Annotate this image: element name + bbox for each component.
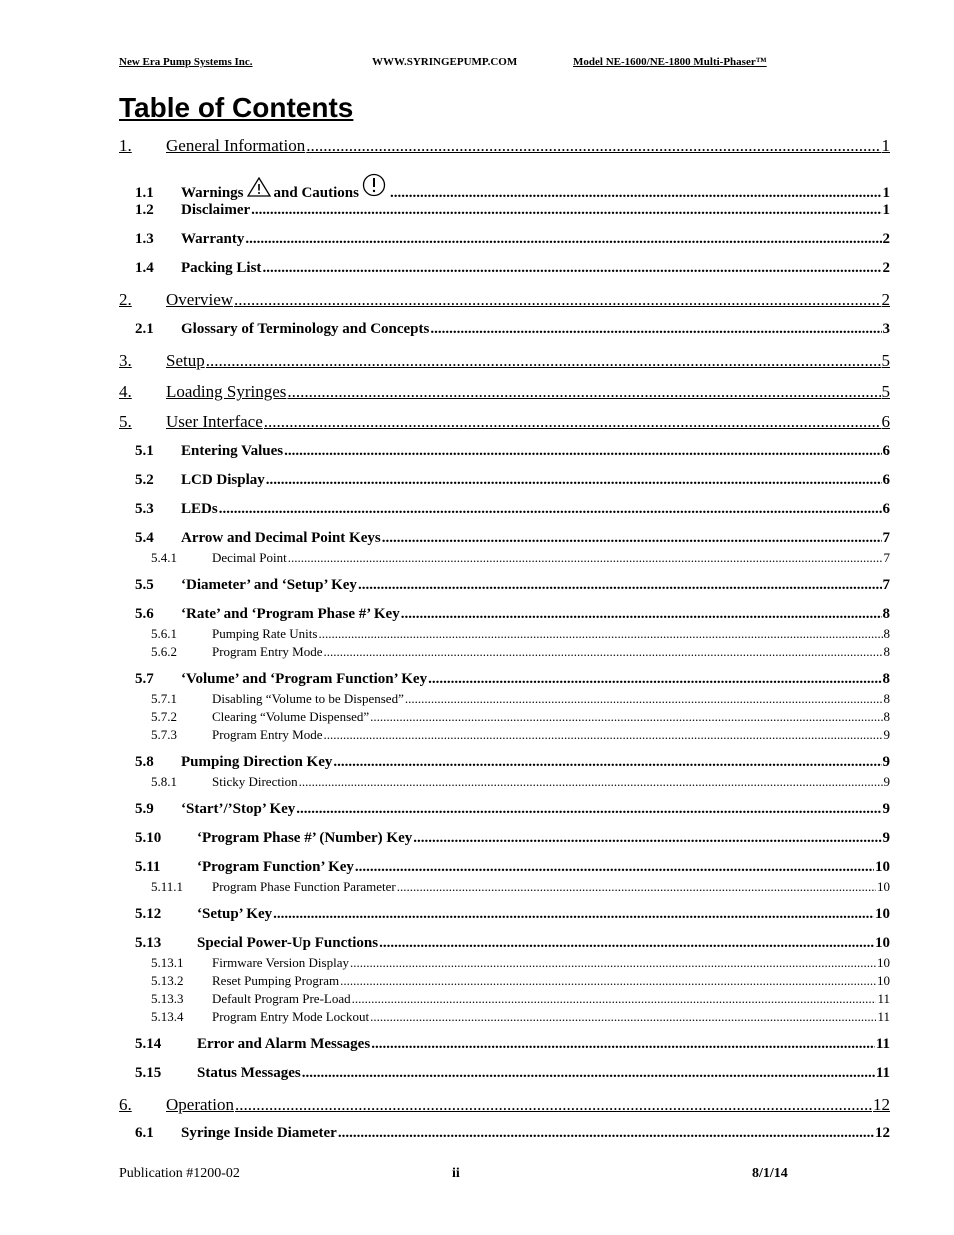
toc-dot-leader (370, 709, 882, 725)
toc-entry-number: 1.1 (135, 185, 154, 201)
toc-entry-number: 1.3 (135, 231, 154, 247)
toc-entry-number: 5.4.1 (151, 550, 177, 565)
toc-entry-page: 8 (883, 644, 890, 659)
toc-dot-leader (333, 754, 881, 771)
toc-entry-number: 5.1 (135, 443, 154, 459)
toc-dot-leader (302, 1065, 875, 1082)
toc-entry-page: 3 (882, 321, 890, 337)
toc-entry-5-7[interactable] (135, 671, 890, 688)
toc-entry-title: Loading Syringes (166, 382, 287, 401)
toc-entry-5-15[interactable] (135, 1065, 890, 1082)
toc-entry-title: ‘Setup’ Key (197, 906, 273, 922)
toc-dot-leader (397, 879, 876, 895)
toc-dot-leader (413, 830, 881, 847)
toc-entry-5-13-4[interactable] (151, 1009, 890, 1025)
toc-entry-title: LEDs (181, 501, 218, 517)
toc-dot-leader (296, 801, 881, 818)
toc-dot-leader (340, 973, 876, 989)
toc-entry-5-13-2[interactable] (151, 973, 890, 989)
toc-entry-title: ‘Rate’ and ‘Program Phase #’ Key (181, 606, 400, 622)
toc-entry-page: 10 (875, 906, 890, 922)
toc-entry-page: 10 (875, 859, 890, 875)
toc-entry-page: 11 (875, 1065, 890, 1081)
toc-entry-5-6-1[interactable] (151, 626, 890, 642)
toc-entry-1-2[interactable] (135, 202, 890, 219)
toc-entry-page: 11 (877, 1009, 890, 1024)
toc-entry-page: 1 (882, 185, 890, 201)
toc-entry-5-7-2[interactable] (151, 709, 890, 725)
toc-entry-page: 12 (875, 1125, 890, 1141)
toc-entry-number: 5. (119, 412, 132, 431)
toc-entry-number: 1.4 (135, 260, 154, 276)
toc-entry-number: 5.15 (135, 1065, 162, 1081)
toc-entry-6[interactable] (119, 1095, 890, 1115)
toc-entry-number: 5.7.2 (151, 709, 177, 724)
toc-entry-page: 11 (875, 1036, 890, 1052)
toc-entry-page: 6 (882, 472, 890, 488)
toc-dot-leader (219, 501, 882, 518)
toc-entry-5-1[interactable] (135, 443, 890, 460)
toc-entry-5-8-1[interactable] (151, 774, 890, 790)
toc-entry-5[interactable] (119, 412, 890, 432)
toc-entry-title: ‘Volume’ and ‘Program Function’ Key (181, 671, 428, 687)
toc-dot-leader (358, 577, 882, 594)
toc-entry-5-13-3[interactable] (151, 991, 890, 1007)
footer-date: 8/1/14 (752, 1166, 788, 1181)
toc-dot-leader (287, 382, 880, 402)
toc-entry-title: ‘Diameter’ and ‘Setup’ Key (181, 577, 357, 593)
toc-entry-number: 5.11 (135, 859, 161, 875)
toc-entry-number: 6. (119, 1095, 132, 1114)
toc-entry-page: 12 (873, 1095, 890, 1114)
toc-entry-title: Disclaimer (181, 202, 251, 218)
toc-dot-leader (338, 1125, 874, 1142)
toc-dot-leader (245, 231, 881, 248)
toc-dot-leader (306, 136, 880, 156)
toc-entry-5-14[interactable] (135, 1036, 890, 1053)
header-website: WWW.SYRINGEPUMP.COM (372, 56, 518, 68)
toc-dot-leader (235, 1095, 872, 1115)
toc-entry-title: Firmware Version Display (212, 955, 349, 970)
footer-publication: Publication #1200-02 (119, 1166, 240, 1181)
toc-entry-title: Arrow and Decimal Point Keys (181, 530, 381, 546)
toc-entry-number: 5.7 (135, 671, 154, 687)
toc-dot-leader (428, 671, 881, 688)
toc-entry-number: 5.7.1 (151, 691, 177, 706)
toc-entry-page: 7 (882, 530, 890, 546)
toc-entry-page: 8 (883, 691, 890, 706)
toc-dot-leader (323, 644, 882, 660)
toc-entry-page: 6 (881, 412, 890, 431)
toc-dot-leader (288, 550, 883, 566)
toc-entry-number: 5.10 (135, 830, 162, 846)
toc-entry-title: ‘Start’/’Stop’ Key (181, 801, 296, 817)
header-company: New Era Pump Systems Inc. (119, 56, 253, 68)
toc-entry-title: Status Messages (197, 1065, 301, 1081)
toc-dot-leader (318, 626, 882, 642)
toc-entry-page: 2 (882, 231, 890, 247)
toc-dot-leader (284, 443, 881, 460)
toc-entry-page: 10 (877, 955, 890, 970)
toc-entry-number: 5.7.3 (151, 727, 177, 742)
toc-dot-leader (355, 859, 874, 876)
toc-entry-5-7-1[interactable] (151, 691, 890, 707)
toc-entry-1-1[interactable] (135, 173, 890, 202)
toc-entry-5-7-3[interactable] (151, 727, 890, 743)
header-model: Model NE-1600/NE-1800 Multi-Phaser™ (573, 56, 767, 68)
caution-circle-icon (362, 173, 386, 202)
toc-entry-page: 5 (881, 351, 890, 370)
toc-entry-title: Reset Pumping Program (212, 973, 340, 988)
toc-entry-number: 5.13.1 (151, 955, 184, 970)
toc-entry-number: 5.9 (135, 801, 154, 817)
toc-entry-5-13[interactable] (135, 935, 890, 952)
toc-dot-leader (262, 260, 881, 277)
page-title: Table of Contents (119, 92, 354, 123)
toc-entry-4[interactable] (119, 382, 890, 402)
toc-dot-leader (251, 202, 881, 219)
toc-entry-3[interactable] (119, 351, 890, 371)
toc-entry-title: Glossary of Terminology and Concepts (181, 321, 430, 337)
toc-entry-page: 6 (882, 501, 890, 517)
toc-entry-title: Operation (166, 1095, 234, 1114)
toc-entry-title: General Information (166, 136, 306, 155)
toc-entry-5-9[interactable] (135, 801, 890, 818)
toc-entry-number: 3. (119, 351, 132, 370)
toc-dot-leader (379, 935, 874, 952)
toc-entry-6-1[interactable] (135, 1125, 890, 1142)
toc-entry-title: Error and Alarm Messages (197, 1036, 371, 1052)
toc-dot-leader (430, 321, 881, 338)
toc-entry-number: 5.14 (135, 1036, 162, 1052)
toc-entry-title: Entering Values (181, 443, 284, 459)
toc-entry-page: 10 (877, 879, 890, 894)
toc-entry-title: LCD Display (181, 472, 265, 488)
toc-entry-5-5[interactable] (135, 577, 890, 594)
toc-entry-number: 5.2 (135, 472, 154, 488)
toc-entry-number: 4. (119, 382, 132, 401)
toc-entry-number: 5.6.1 (151, 626, 177, 641)
toc-entry-5-11[interactable] (135, 859, 890, 876)
toc-entry-number: 5.8 (135, 754, 154, 770)
toc-entry-page: 9 (883, 727, 890, 742)
toc-entry-number: 6.1 (135, 1125, 154, 1141)
toc-entry-title: Overview (166, 290, 234, 309)
toc-entry-1-3[interactable] (135, 231, 890, 248)
toc-entry-title: Packing List (181, 260, 262, 276)
toc-entry-title: Setup (166, 351, 205, 370)
toc-dot-leader (370, 1009, 876, 1025)
toc-entry-page: 7 (882, 577, 890, 593)
toc-dot-leader (323, 727, 882, 743)
toc-entry-number: 5.4 (135, 530, 154, 546)
toc-entry-number: 1. (119, 136, 132, 155)
toc-entry-number: 5.13.2 (151, 973, 184, 988)
warning-triangle-icon (247, 177, 271, 202)
toc-dot-leader (264, 412, 881, 432)
toc-entry-number: 2. (119, 290, 132, 309)
toc-entry-page: 1 (881, 136, 890, 155)
toc-entry-title: Clearing “Volume Dispensed” (212, 709, 370, 724)
toc-entry-number: 5.3 (135, 501, 154, 517)
toc-dot-leader (390, 185, 882, 202)
toc-entry-5-8[interactable] (135, 754, 890, 771)
page-footer (119, 1166, 799, 1184)
toc-entry-page: 11 (877, 991, 890, 1006)
toc-entry-title: Program Entry Mode Lockout (212, 1009, 370, 1024)
toc-entry-page: 8 (883, 709, 890, 724)
toc-entry-5-4-1[interactable] (151, 550, 890, 566)
toc-entry-5-2[interactable] (135, 472, 890, 489)
toc-entry-title: Special Power-Up Functions (197, 935, 379, 951)
toc-entry-page: 8 (882, 606, 890, 622)
toc-entry-page: 9 (882, 801, 890, 817)
toc-entry-title: Warranty (181, 231, 245, 247)
toc-dot-leader (401, 606, 882, 623)
toc-entry-page: 5 (881, 382, 890, 401)
toc-entry-title: User Interface (166, 412, 263, 431)
toc-entry-title-part: and Cautions (273, 185, 359, 201)
toc-dot-leader (299, 774, 883, 790)
toc-entry-number: 5.8.1 (151, 774, 177, 789)
toc-entry-page: 8 (882, 671, 890, 687)
toc-dot-leader (371, 1036, 875, 1053)
toc-entry-title: Disabling “Volume to be Dispensed” (212, 691, 404, 706)
toc-entry-page: 9 (882, 754, 890, 770)
toc-entry-title (181, 173, 389, 202)
toc-entry-page: 10 (877, 973, 890, 988)
toc-entry-5-4[interactable] (135, 530, 890, 547)
toc-entry-page: 8 (883, 626, 890, 641)
toc-entry-number: 5.5 (135, 577, 154, 593)
toc-dot-leader (352, 991, 877, 1007)
toc-entry-5-6-2[interactable] (151, 644, 890, 660)
toc-entry-title: Pumping Direction Key (181, 754, 333, 770)
toc-entry-number: 5.13 (135, 935, 162, 951)
toc-dot-leader (234, 290, 880, 310)
toc-entry-title: Program Entry Mode (212, 727, 323, 742)
toc-dot-leader (350, 955, 876, 971)
toc-entry-title: Sticky Direction (212, 774, 298, 789)
toc-entry-number: 1.2 (135, 202, 154, 218)
toc-entry-title: Program Phase Function Parameter (212, 879, 396, 894)
toc-entry-title: Program Entry Mode (212, 644, 323, 659)
toc-entry-5-10[interactable] (135, 830, 890, 847)
toc-entry-2-1[interactable] (135, 321, 890, 338)
toc-dot-leader (206, 351, 881, 371)
toc-entry-page: 9 (882, 830, 890, 846)
toc-dot-leader (266, 472, 882, 489)
toc-entry-5-11-1[interactable] (151, 879, 890, 895)
toc-entry-number: 5.6 (135, 606, 154, 622)
toc-entry-2[interactable] (119, 290, 890, 310)
toc-dot-leader (273, 906, 874, 923)
toc-entry-title: Pumping Rate Units (212, 626, 318, 641)
toc-entry-5-3[interactable] (135, 501, 890, 518)
toc-dot-leader (405, 691, 883, 707)
toc-entry-title: Decimal Point (212, 550, 287, 565)
toc-entry-title: ‘Program Function’ Key (197, 859, 354, 875)
toc-entry-5-12[interactable] (135, 906, 890, 923)
toc-entry-title-part: Warnings (181, 185, 244, 201)
toc-entry-number: 5.12 (135, 906, 162, 922)
toc-entry-1-4[interactable] (135, 260, 890, 277)
toc-entry-page: 1 (882, 202, 890, 218)
toc-entry-title: Syringe Inside Diameter (181, 1125, 337, 1141)
toc-entry-1[interactable] (119, 136, 890, 156)
toc-entry-page: 7 (883, 550, 890, 565)
footer-page-number: ii (452, 1166, 460, 1181)
toc-entry-number: 5.13.4 (151, 1009, 184, 1024)
toc-entry-page: 2 (882, 260, 890, 276)
toc-dot-leader (382, 530, 882, 547)
toc-entry-number: 2.1 (135, 321, 154, 337)
toc-entry-page: 10 (875, 935, 890, 951)
toc-entry-page: 6 (882, 443, 890, 459)
toc-entry-title: ‘Program Phase #’ (Number) Key (197, 830, 413, 846)
toc-entry-5-6[interactable] (135, 606, 890, 623)
toc-entry-number: 5.6.2 (151, 644, 177, 659)
toc-entry-5-13-1[interactable] (151, 955, 890, 971)
toc-entry-page: 2 (881, 290, 890, 309)
toc-entry-number: 5.13.3 (151, 991, 184, 1006)
toc-entry-page: 9 (883, 774, 890, 789)
toc-entry-number: 5.11.1 (151, 879, 184, 894)
toc-entry-title: Default Program Pre-Load (212, 991, 351, 1006)
